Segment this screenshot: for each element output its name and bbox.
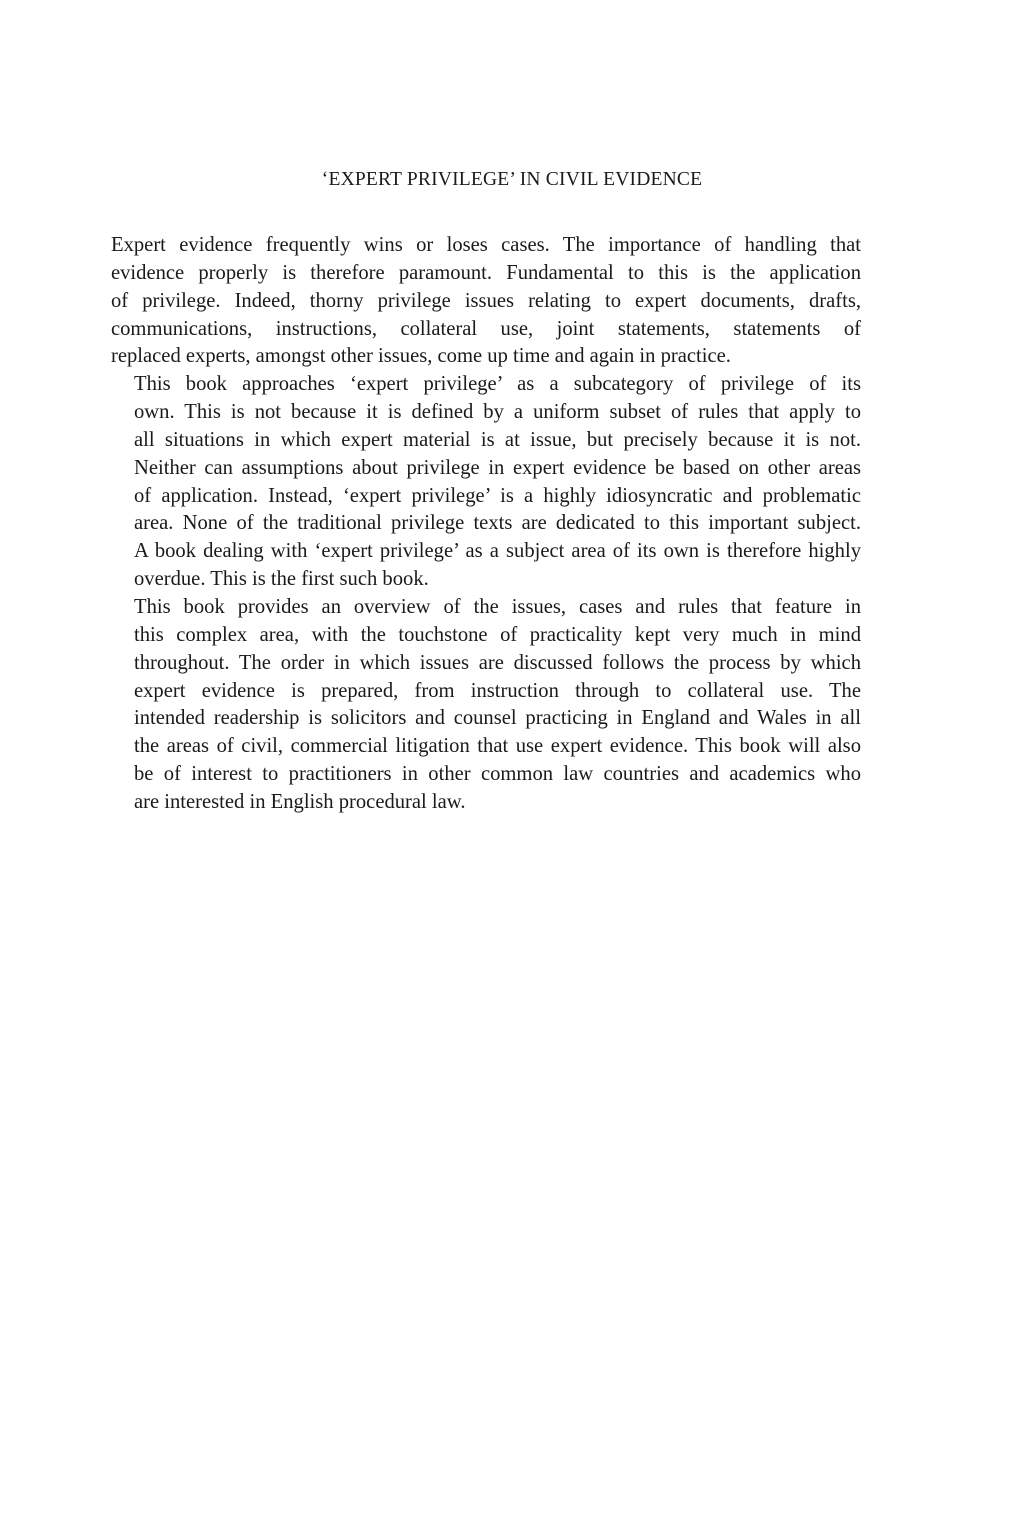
body-text <box>111 232 861 817</box>
text-line: This book provides an overview of the issues, cases and rules that feature in <box>134 595 861 618</box>
text-line: replaced experts, amongst other issues, come up time and again in practice. <box>111 345 731 368</box>
text-line: communications, instructions, collateral use, joint statements, statements of <box>111 317 861 340</box>
text-line: all situations in which expert material is at issue, but precisely because it is not. <box>134 428 861 451</box>
text-line: this complex area, with the touchstone of practicality kept very much in mind <box>134 623 861 646</box>
running-title: ‘EXPERT PRIVILEGE’ IN CIVIL EVIDENCE <box>321 169 703 190</box>
text-line: throughout. The order in which issues are discussed follows the process by which <box>134 651 861 674</box>
paragraph-2 <box>111 371 861 594</box>
text-line: Expert evidence frequently wins or loses cases. The importance of handling that <box>111 234 861 256</box>
text-line: evidence properly is therefore paramount. Fundamental to this is the application <box>111 261 861 284</box>
paragraph-3 <box>111 594 861 817</box>
text-line: own. This is not because it is defined by a uniform subset of rules that apply to <box>134 401 861 424</box>
text-line: expert evidence is prepared, from instruction through to collateral use. The <box>134 679 861 702</box>
text-line: This book approaches ‘expert privilege’ as a subcategory of privilege of its <box>134 373 861 396</box>
text-line: intended readership is solicitors and counsel practicing in England and Wales in all <box>134 707 861 730</box>
text-line: of application. Instead, ‘expert privilege’ is a highly idiosyncratic and problematic <box>134 484 861 507</box>
text-line: of privilege. Indeed, thorny privilege issues relating to expert documents, drafts, <box>111 289 861 312</box>
text-line: are interested in English procedural law. <box>134 790 466 813</box>
text-line: the areas of civil, commercial litigation that use expert evidence. This book will also <box>134 735 861 758</box>
paragraph-1 <box>111 232 861 371</box>
text-line: area. None of the traditional privilege texts are dedicated to this important subject. <box>134 512 861 535</box>
text-line: be of interest to practitioners in other common law countries and academics who <box>134 763 861 786</box>
text-line: Neither can assumptions about privilege in expert evidence be based on other areas <box>134 456 861 479</box>
text-line: A book dealing with ‘expert privilege’ as a subject area of its own is therefore highly <box>134 540 861 563</box>
text-line: overdue. This is the first such book. <box>134 568 429 591</box>
